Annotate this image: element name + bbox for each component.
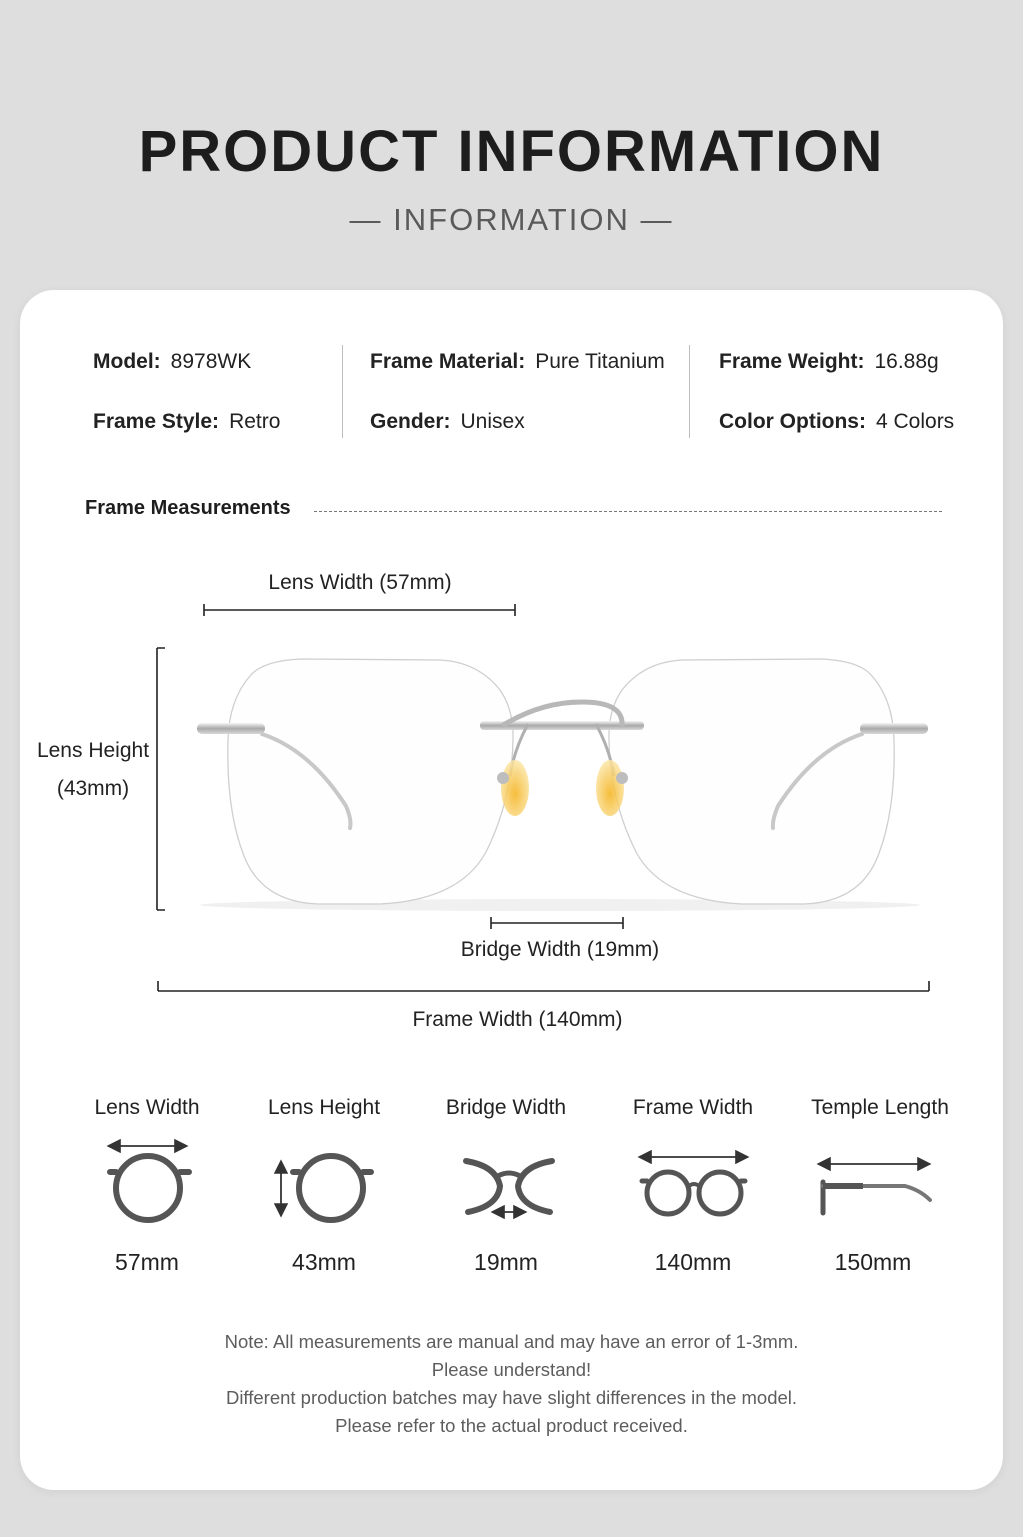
measure-value: 19mm xyxy=(474,1249,538,1275)
note-line: Please refer to the actual product received. xyxy=(335,1415,688,1436)
section-title: Frame Measurements xyxy=(85,497,291,519)
lens-width-label: Lens Width (57mm) xyxy=(268,571,452,594)
disclaimer-note xyxy=(0,1328,1023,1440)
note-line: Note: All measurements are manual and may have an error of 1-3mm. xyxy=(224,1331,799,1352)
lens-height-label-line2: (43mm) xyxy=(56,777,130,800)
measure-name: Bridge Width xyxy=(445,1096,567,1119)
measure-value: 57mm xyxy=(115,1249,179,1275)
measure-name: Lens Height xyxy=(267,1096,381,1119)
spec-label: Color Options: xyxy=(719,410,866,433)
bridge-width-label: Bridge Width (19mm) xyxy=(460,938,660,961)
lens-height-label-line1: Lens Height xyxy=(36,739,150,762)
spec-label: Frame Weight: xyxy=(719,350,865,373)
measure-name: Temple Length xyxy=(811,1096,949,1119)
spec-label: Frame Material: xyxy=(370,350,526,373)
temple-length-icon xyxy=(820,1164,930,1213)
note-line: Different production batches may have slight differences in the model. xyxy=(225,1387,798,1408)
measure-value: 150mm xyxy=(834,1249,912,1275)
spec-value: Pure Titanium xyxy=(535,350,665,373)
spec-value: 8978WK xyxy=(170,350,252,373)
lens-width-icon xyxy=(110,1146,189,1220)
measure-name: Lens Width xyxy=(94,1096,200,1119)
spec-label: Gender: xyxy=(370,410,451,433)
note-line: Please understand! xyxy=(431,1359,592,1380)
page-subtitle: — INFORMATION — xyxy=(349,202,674,237)
measure-name: Frame Width xyxy=(632,1096,754,1119)
spec-value: 4 Colors xyxy=(875,410,955,433)
spec-label: Model: xyxy=(93,350,161,373)
measure-value: 43mm xyxy=(292,1249,356,1275)
bridge-width-icon xyxy=(466,1161,552,1212)
spec-label: Frame Style: xyxy=(93,410,220,433)
page-title: PRODUCT INFORMATION xyxy=(138,119,885,184)
measure-value: 140mm xyxy=(654,1249,732,1275)
spec-value: Retro xyxy=(229,410,281,433)
lens-height-icon xyxy=(281,1156,371,1220)
frame-width-icon xyxy=(641,1157,746,1214)
spec-value: Unisex xyxy=(460,410,525,433)
spec-value: 16.88g xyxy=(874,350,939,373)
frame-width-label: Frame Width (140mm) xyxy=(412,1008,623,1031)
